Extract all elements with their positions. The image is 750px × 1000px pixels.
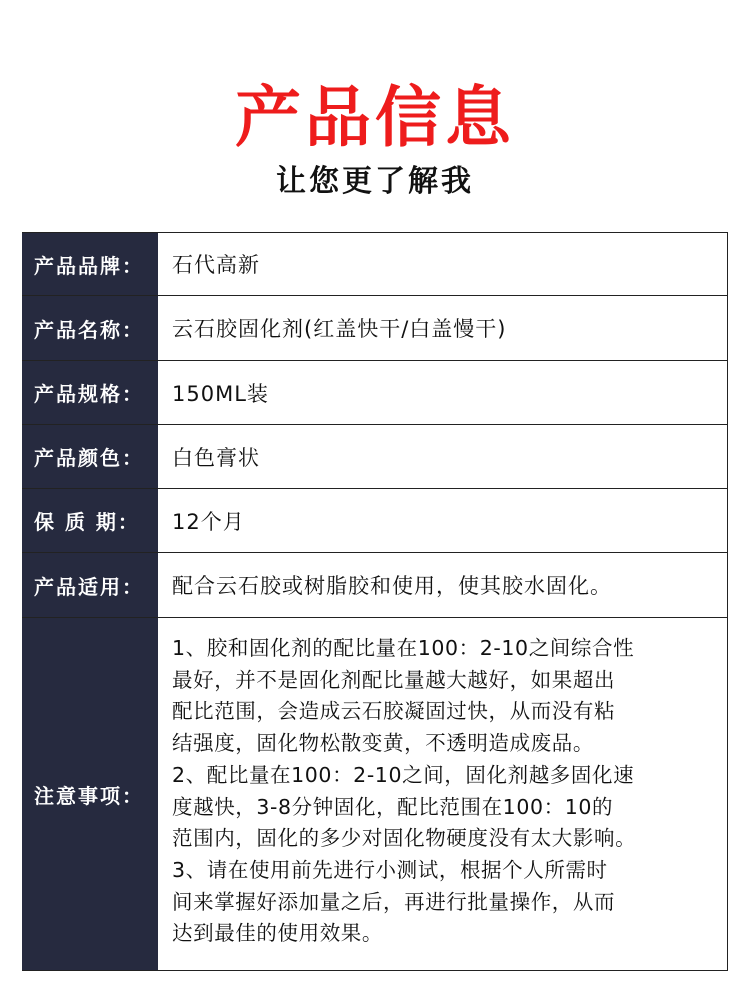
notes-value (158, 618, 728, 970)
row-label: 保 质 期： (22, 489, 158, 552)
row-label: 产品名称： (22, 296, 158, 360)
row-value: 150ML装 (158, 361, 728, 424)
row-value: 12个月 (158, 489, 728, 552)
table-row-brand (22, 233, 728, 296)
note-line: 结强度，固化物松散变黄，不透明造成废品。 (172, 731, 594, 756)
note-line: 范围内，固化的多少对固化物硬度没有太大影响。 (172, 826, 637, 851)
row-value: 白色膏状 (158, 425, 728, 488)
row-value: 石代高新 (158, 233, 728, 295)
note-line: 3、请在使用前先进行小测试，根据个人所需时 (172, 857, 608, 882)
note-line: 2、配比量在100：2-10之间，固化剂越多固化速 (172, 762, 635, 787)
note-line: 1、胶和固化剂的配比量在100：2-10之间综合性 (172, 636, 635, 660)
product-info-table (22, 232, 728, 971)
row-label: 产品适用： (22, 553, 158, 617)
table-row-usage (22, 553, 728, 618)
row-value: 云石胶固化剂(红盖快干/白盖慢干) (158, 296, 728, 360)
note-line: 度越快，3-8分钟固化，配比范围在100：10的 (172, 794, 614, 819)
table-row-notes (22, 618, 728, 970)
row-label: 产品规格： (22, 361, 158, 424)
row-label: 注意事项： (22, 618, 158, 970)
table-row-name (22, 296, 728, 361)
note-line: 最好，并不是固化剂配比量越大越好，如果超出 (172, 667, 616, 692)
table-row-shelf-life (22, 489, 728, 553)
page-title: 产品信息 (235, 79, 515, 156)
header (0, 0, 750, 232)
note-line: 配比范围，会造成云石胶凝固过快，从而没有粘 (172, 699, 616, 724)
row-label: 产品品牌： (22, 233, 158, 295)
notes-text (172, 633, 636, 950)
row-label: 产品颜色： (22, 425, 158, 488)
table-row-spec (22, 361, 728, 425)
row-value: 配合云石胶或树脂胶和使用，使其胶水固化。 (158, 553, 728, 617)
note-line: 间来掌握好添加量之后，再进行批量操作，从而 (172, 889, 616, 914)
page-subtitle: 让您更了解我 (276, 164, 474, 199)
note-line: 达到最佳的使用效果。 (172, 921, 383, 946)
table-row-color (22, 425, 728, 489)
